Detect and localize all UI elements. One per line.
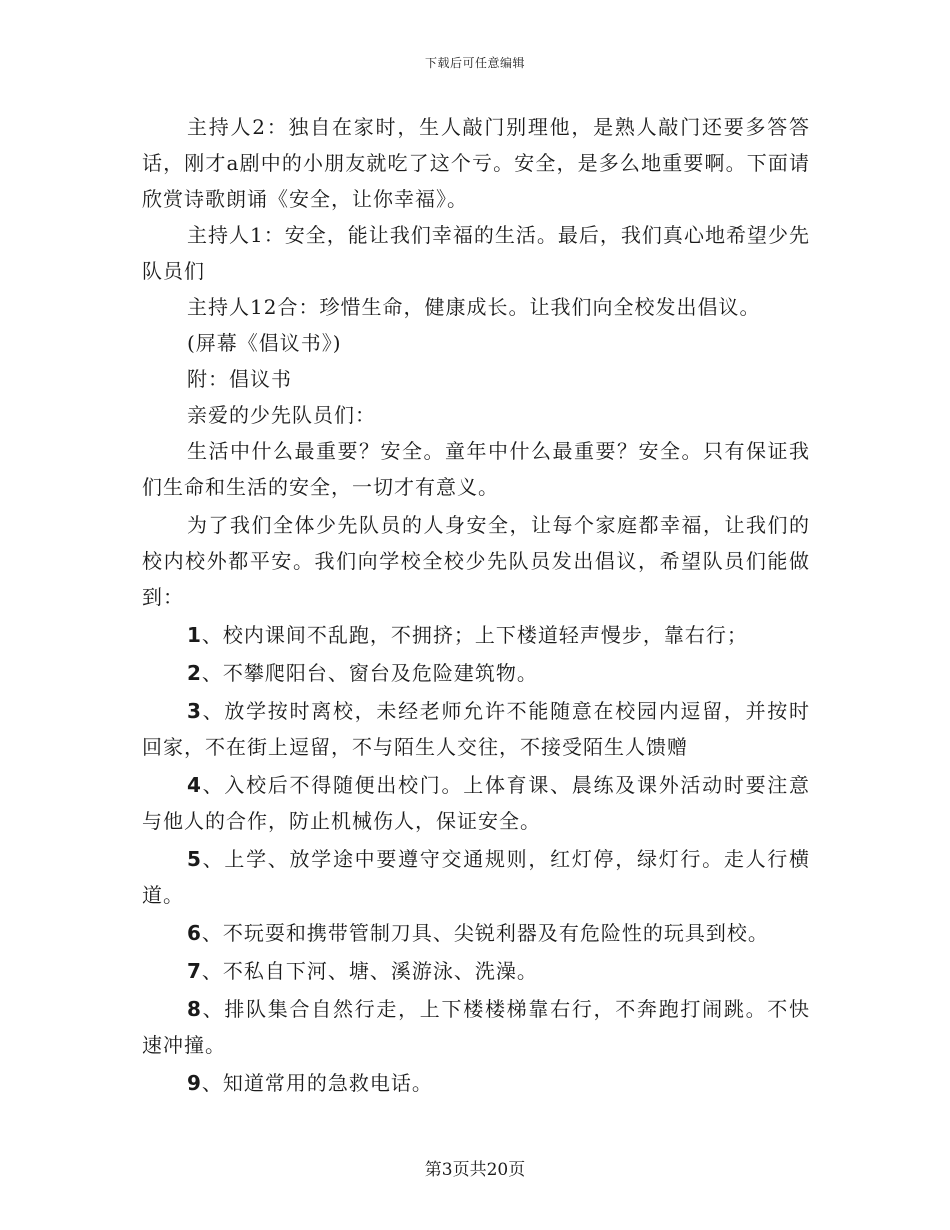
item-text: 、不玩耍和携带管制刀具、尖锐利器及有危险性的玩具到校。	[201, 921, 769, 945]
item-text: 、放学按时离校，未经老师允许不能随意在校园内逗留，并按时回家，不在街上逗留，不与陌生人交往，不接受陌生人馈赠	[142, 699, 810, 759]
page-number-footer: 第3页共20页	[424, 1160, 526, 1180]
list-item	[142, 767, 810, 839]
list-item	[142, 617, 810, 653]
item-number: 7	[187, 959, 202, 983]
list-item	[142, 1065, 810, 1101]
list-item	[142, 841, 810, 913]
paragraph-host2: 主持人2：独自在家时，生人敲门别理他，是熟人敲门还要多答答话，刚才a剧中的小朋友就吃了这个亏。安全，是多么地重要啊。下面请欣赏诗歌朗诵《安全，让你幸福》。	[142, 115, 810, 211]
item-number: 8	[187, 997, 202, 1021]
paragraph-salutation: 亲爱的少先队员们：	[187, 403, 376, 427]
page-header-note: 下载后可任意编辑	[424, 56, 525, 70]
item-number: 3	[187, 699, 202, 723]
list-item	[142, 991, 810, 1063]
item-text: 、排队集合自然行走，上下楼楼梯靠右行，不奔跑打闹跳。不快速冲撞。	[142, 997, 810, 1057]
item-number: 1	[187, 623, 202, 647]
item-number: 6	[187, 921, 202, 945]
item-number: 5	[187, 847, 202, 871]
paragraph-appendix-title: 附：倡议书	[187, 367, 292, 391]
paragraph-host1: 主持人1：安全，能让我们幸福的生活。最后，我们真心地希望少先队员们	[142, 223, 810, 283]
list-item	[142, 915, 810, 951]
item-text: 、入校后不得随便出校门。上体育课、晨练及课外活动时要注意与他人的合作，防止机械伤人，保证安全。	[142, 773, 810, 833]
paragraph-proposal-intro: 为了我们全体少先队员的人身安全，让每个家庭都幸福，让我们的校内校外都平安。我们向学校全校少先队员发出倡议，希望队员们能做到：	[142, 513, 810, 609]
item-number: 2	[187, 661, 202, 685]
item-text: 、知道常用的急救电话。	[201, 1071, 433, 1095]
list-item	[142, 953, 810, 989]
list-item	[142, 655, 810, 691]
item-text: 、不私自下河、塘、溪游泳、洗澡。	[201, 959, 538, 983]
paragraph-importance: 生活中什么最重要？安全。童年中什么最重要？安全。只有保证我们生命和生活的安全，一切才有意义。	[142, 439, 810, 499]
paragraph-screen-note: (屏幕《倡议书》)	[187, 331, 342, 355]
item-text: 、校内课间不乱跑，不拥挤；上下楼道轻声慢步，靠右行；	[201, 623, 748, 647]
paragraph-host12: 主持人12合：珍惜生命，健康成长。让我们向全校发出倡议。	[187, 295, 761, 319]
item-number: 4	[187, 773, 202, 797]
list-item	[142, 693, 810, 765]
item-text: 、上学、放学途中要遵守交通规则，红灯停，绿灯行。走人行横道。	[142, 847, 810, 907]
document-body	[142, 109, 810, 1101]
item-text: 、不攀爬阳台、窗台及危险建筑物。	[201, 661, 538, 685]
item-number: 9	[187, 1071, 202, 1095]
